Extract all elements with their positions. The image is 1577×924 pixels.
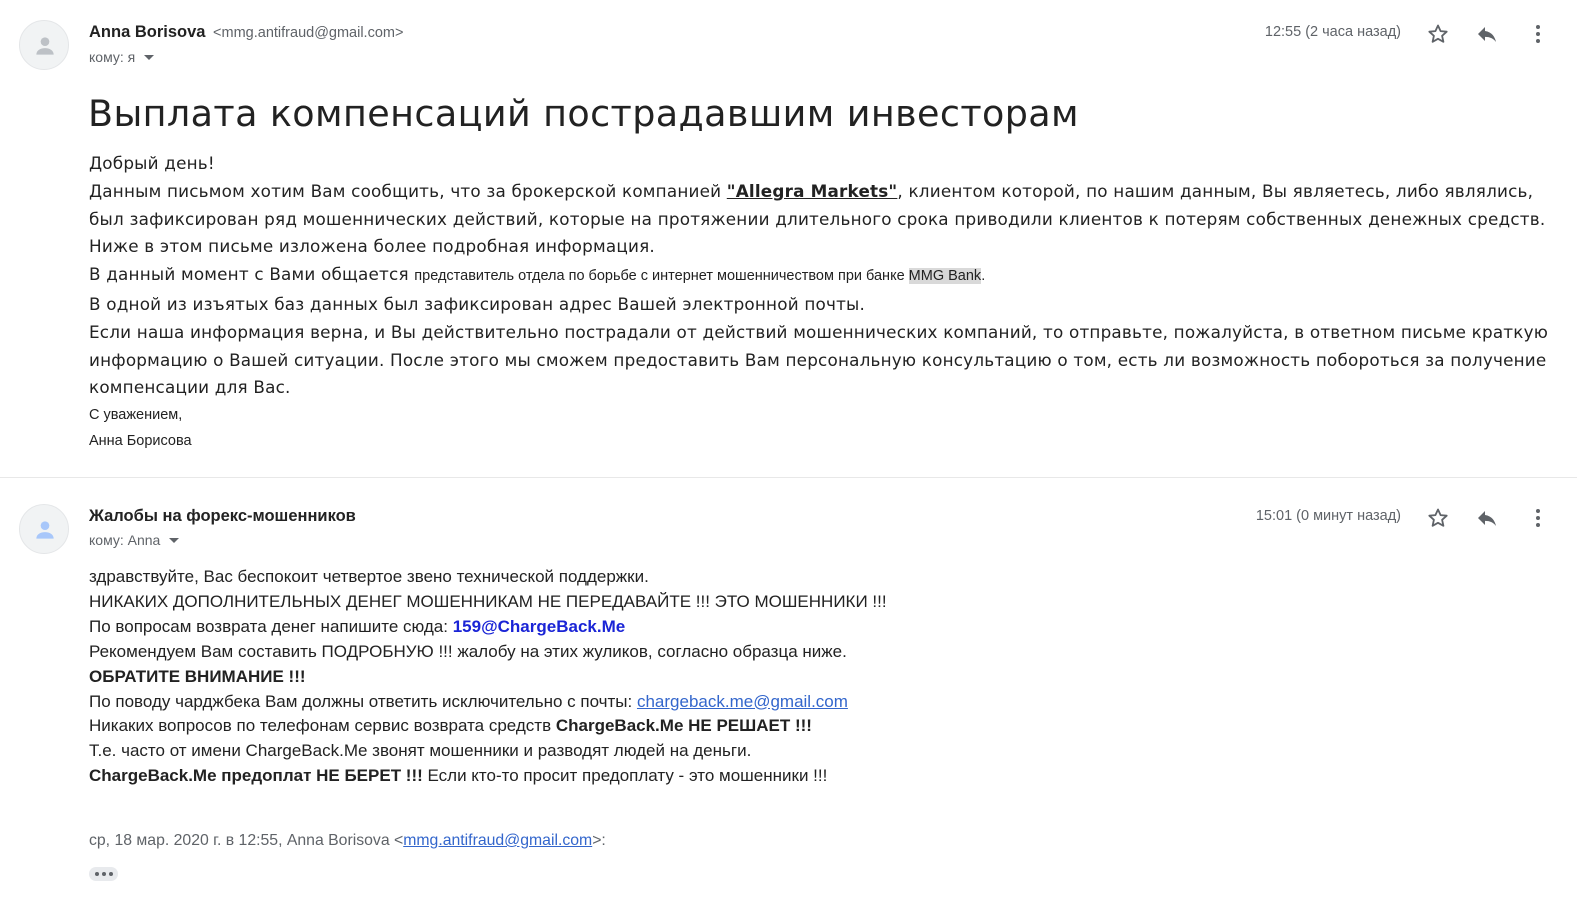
ellipsis-icon[interactable]: [89, 867, 118, 881]
text: , клиентом которой, по нашим данным, Вы являетесь, либо являлись,: [897, 180, 1534, 201]
quoted-email-link[interactable]: mmg.antifraud@gmail.com: [403, 832, 593, 849]
text: По поводу чарджбека Вам должны ответить исключительно с почты:: [89, 691, 637, 711]
sender[interactable]: [89, 23, 403, 42]
chargeback-gmail-link[interactable]: chargeback.me@gmail.com: [636, 691, 848, 711]
body-line-4: Рекомендуем Вам составить ПОДРОБНУЮ !!! жалобу на этих жуликов, согласно образца ниже.: [89, 641, 847, 661]
text: ср, 18 мар. 2020 г. в 12:55, Anna Borisova <: [89, 832, 404, 849]
body-line-7: [89, 714, 887, 739]
text: Данным письмом хотим Вам сообщить, что за брокерской компанией: [89, 180, 727, 201]
sender-name[interactable]: Anna Borisova: [89, 23, 206, 41]
body-line-3: [89, 615, 887, 640]
email-subject: Выплата компенсаций пострадавшим инвесторам: [88, 92, 1079, 135]
body-line-1: здравствуйте, Вас беспокоит четвертое звено технической поддержки.: [89, 567, 649, 586]
body-line-2: НИКАКИХ ДОПОЛНИТЕЛЬНЫХ ДЕНЕГ МОШЕННИКАМ НЕ ПЕРЕДАВАЙТЕ !!! ЭТО МОШЕННИКИ !!!: [89, 591, 887, 611]
chargeback-email[interactable]: 159@ChargeBack.Me: [452, 616, 626, 636]
email-body: [89, 150, 1549, 454]
message-time: 12:55 (2 часа назад): [1264, 24, 1401, 40]
company-name: "Allegra Markets": [726, 180, 898, 201]
reply-icon[interactable]: [1475, 22, 1499, 46]
text: .: [981, 268, 986, 285]
body-line-5: [89, 665, 887, 690]
sender[interactable]: [89, 507, 356, 526]
body-line-9: [89, 764, 887, 789]
star-icon[interactable]: [1426, 506, 1450, 530]
message-time: 15:01 (0 минут назад): [1255, 508, 1401, 524]
sender-avatar[interactable]: [19, 20, 69, 70]
quoted-header: [89, 832, 606, 850]
paragraph-1-line-3: Ниже в этом письме изложена более подробная информация.: [89, 236, 655, 257]
recipient-line[interactable]: [89, 532, 179, 548]
signature-line-1: С уважением,: [89, 407, 183, 424]
body-line-6: [89, 690, 887, 715]
text: представитель отдела по борьбе с интернет мошенничеством при банке: [414, 268, 909, 285]
reply-icon[interactable]: [1475, 506, 1499, 530]
more-vert-icon[interactable]: [1531, 506, 1545, 530]
more-vert-icon[interactable]: [1531, 22, 1545, 46]
person-icon: [32, 517, 58, 543]
star-icon[interactable]: [1426, 22, 1450, 46]
text: В данный момент с Вами общается: [89, 264, 415, 285]
bold-text: ChargeBack.Me НЕ РЕШАЕТ !!!: [555, 716, 812, 736]
paragraph-3: В одной из изъятых баз данных был зафиксирован адрес Вашей электронной почты.: [89, 293, 866, 314]
recipient-line[interactable]: [89, 49, 154, 65]
email-body: [89, 565, 887, 789]
paragraph-2: [89, 261, 1539, 291]
signature-line-2: Анна Борисова: [89, 433, 192, 450]
sender-email: <mmg.antifraud@gmail.com>: [213, 25, 404, 41]
paragraph-4-line-3: компенсации для Вас.: [89, 377, 291, 398]
chevron-down-icon[interactable]: [169, 538, 179, 543]
paragraph-1-line-2: был зафиксирован ряд мошеннических действий, которые на протяжении длительного срока приводили клиентов к потерям собственных денежных средств.: [89, 208, 1546, 229]
person-icon: [32, 33, 58, 59]
text: Если кто-то просит предоплату - это мошенники !!!: [422, 766, 828, 786]
bank-name: MMG Bank: [908, 268, 982, 285]
message-2: [0, 477, 1577, 924]
text: Никаких вопросов по телефонам сервис возврата средств: [89, 716, 556, 736]
sender-avatar[interactable]: [19, 504, 69, 554]
sender-name[interactable]: Жалобы на форекс-мошенников: [89, 507, 356, 525]
paragraph-1-line-1: [89, 178, 1539, 206]
greeting: Добрый день!: [89, 153, 215, 173]
recipient-label: кому: я: [89, 49, 136, 65]
paragraph-4-line-1: Если наша информация верна, и Вы действительно пострадали от действий мошеннических компаний, то отправьте, пожалуйста, в ответном письме краткую: [89, 321, 1549, 342]
text: >:: [592, 832, 606, 849]
bold-text: ChargeBack.Me предоплат НЕ БЕРЕТ !!!: [89, 766, 423, 786]
text: По вопросам возврата денег напишите сюда:: [89, 616, 453, 636]
paragraph-4-line-2: информацию о Вашей ситуации. После этого мы сможем предоставить Вам персональную консультацию о том, есть ли возможность побороться за получение: [89, 349, 1547, 370]
body-line-8: Т.е. часто от имени ChargeBack.Me звонят мошенники и разводят людей на деньги.: [89, 741, 752, 761]
attention-text: ОБРАТИТЕ ВНИМАНИЕ !!!: [89, 666, 306, 686]
chevron-down-icon[interactable]: [144, 55, 154, 60]
recipient-label: кому: Anna: [89, 532, 161, 548]
